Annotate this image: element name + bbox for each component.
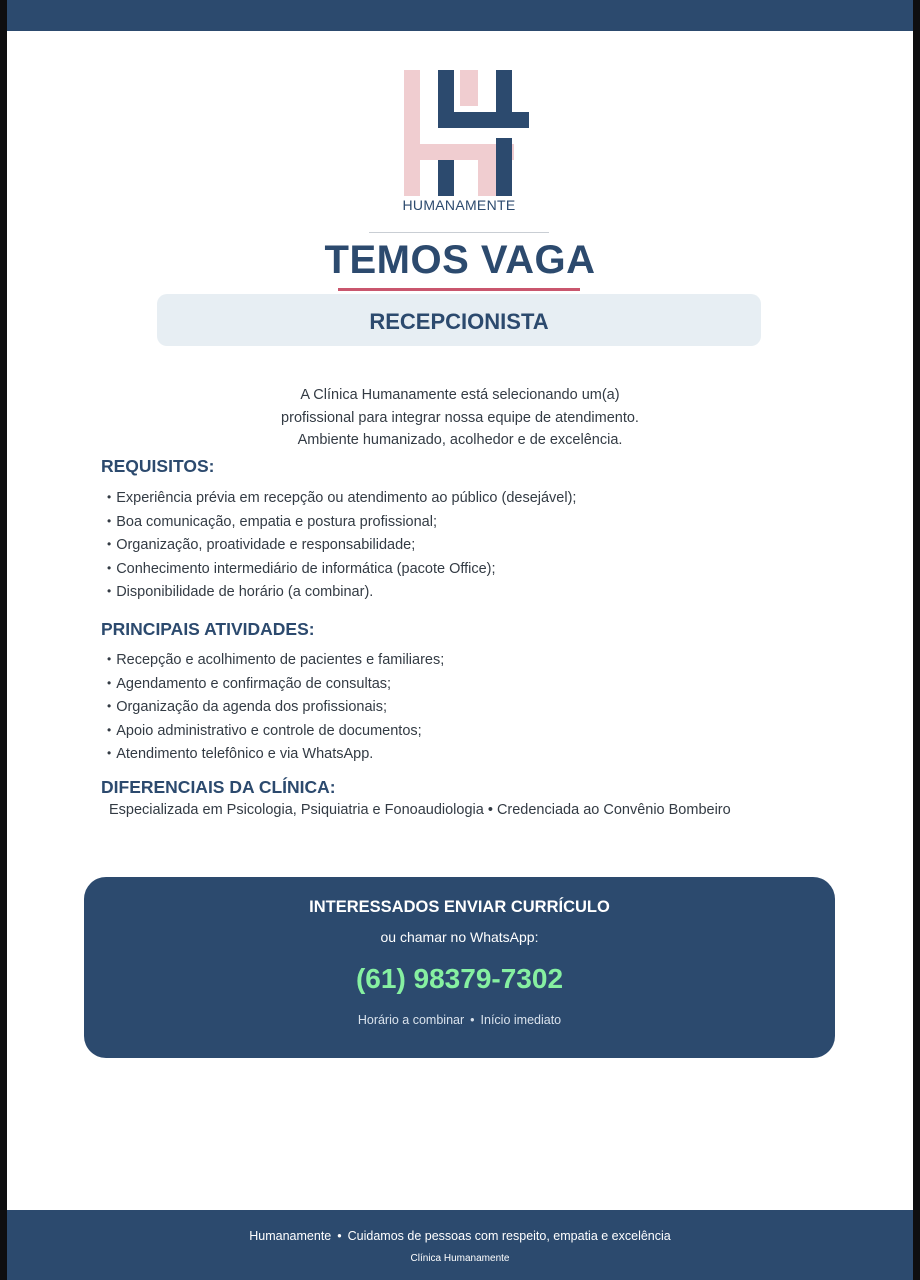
requirements-list [107, 487, 576, 605]
list-item: • Conhecimento intermediário de informática (pacote Office); [107, 558, 576, 582]
contact-subtitle: ou chamar no WhatsApp: [380, 929, 539, 945]
logo-wordmark: HUMANAMENTE [402, 197, 516, 213]
intro-line: profissional para integrar nossa equipe de atendimento. [281, 409, 639, 426]
list-item: • Boa comunicação, empatia e postura profissional; [107, 511, 576, 535]
note-separator: • [470, 1013, 475, 1027]
activities-list [107, 649, 444, 767]
footer-brand: Humanamente [249, 1229, 332, 1243]
headline-underline [338, 288, 580, 291]
intro-line: Ambiente humanizado, acolhedor e de excelência. [297, 432, 623, 448]
flyer-page [7, 0, 913, 1280]
list-item: • Experiência prévia em recepção ou atendimento ao público (desejável); [107, 487, 576, 511]
requirements-title: REQUISITOS: [101, 456, 215, 476]
footer-separator: • [337, 1229, 342, 1243]
top-bar [7, 0, 913, 31]
whatsapp-phone-number[interactable]: (61) 98379-7302 [355, 963, 564, 994]
headline: TEMOS VAGA [324, 238, 596, 282]
contact-title: INTERESSADOS ENVIAR CURRÍCULO [309, 898, 610, 916]
schedule-note: Horário a combinar [357, 1013, 465, 1027]
role-banner [157, 294, 761, 346]
activities-title: PRINCIPAIS ATIVIDADES: [101, 619, 315, 639]
list-item: • Recepção e acolhimento de pacientes e familiares; [107, 649, 444, 673]
list-item: • Atendimento telefônico e via WhatsApp. [107, 743, 444, 767]
list-item: • Agendamento e confirmação de consultas; [107, 673, 444, 697]
logo-divider [369, 232, 549, 233]
footer-bar [7, 1210, 913, 1280]
intro-line: A Clínica Humanamente está selecionando um(a) [300, 387, 620, 403]
differentials-title: DIFERENCIAIS DA CLÍNICA: [101, 777, 336, 797]
intro-text [7, 384, 913, 452]
start-note: Início imediato [480, 1013, 562, 1027]
list-item: • Organização da agenda dos profissionais; [107, 696, 444, 720]
list-item: • Organização, proatividade e responsabilidade; [107, 534, 576, 558]
footer-tagline-text: Cuidamos de pessoas com respeito, empatia e excelência [347, 1229, 671, 1243]
contact-note [84, 1013, 835, 1027]
logo-mark-icon [389, 70, 529, 196]
role-title: RECEPCIONISTA [369, 309, 549, 334]
list-item: • Disponibilidade de horário (a combinar). [107, 581, 576, 605]
footer-small-text: Clínica Humanamente [410, 1253, 510, 1264]
list-item: • Apoio administrativo e controle de documentos; [107, 720, 444, 744]
contact-box [84, 877, 835, 1058]
differentials-text: Especializada em Psicologia, Psiquiatria e Fonoaudiologia • Credenciada ao Convênio Bombeiro [109, 802, 731, 818]
footer-tagline [7, 1229, 913, 1243]
humanamente-logo [389, 70, 529, 216]
